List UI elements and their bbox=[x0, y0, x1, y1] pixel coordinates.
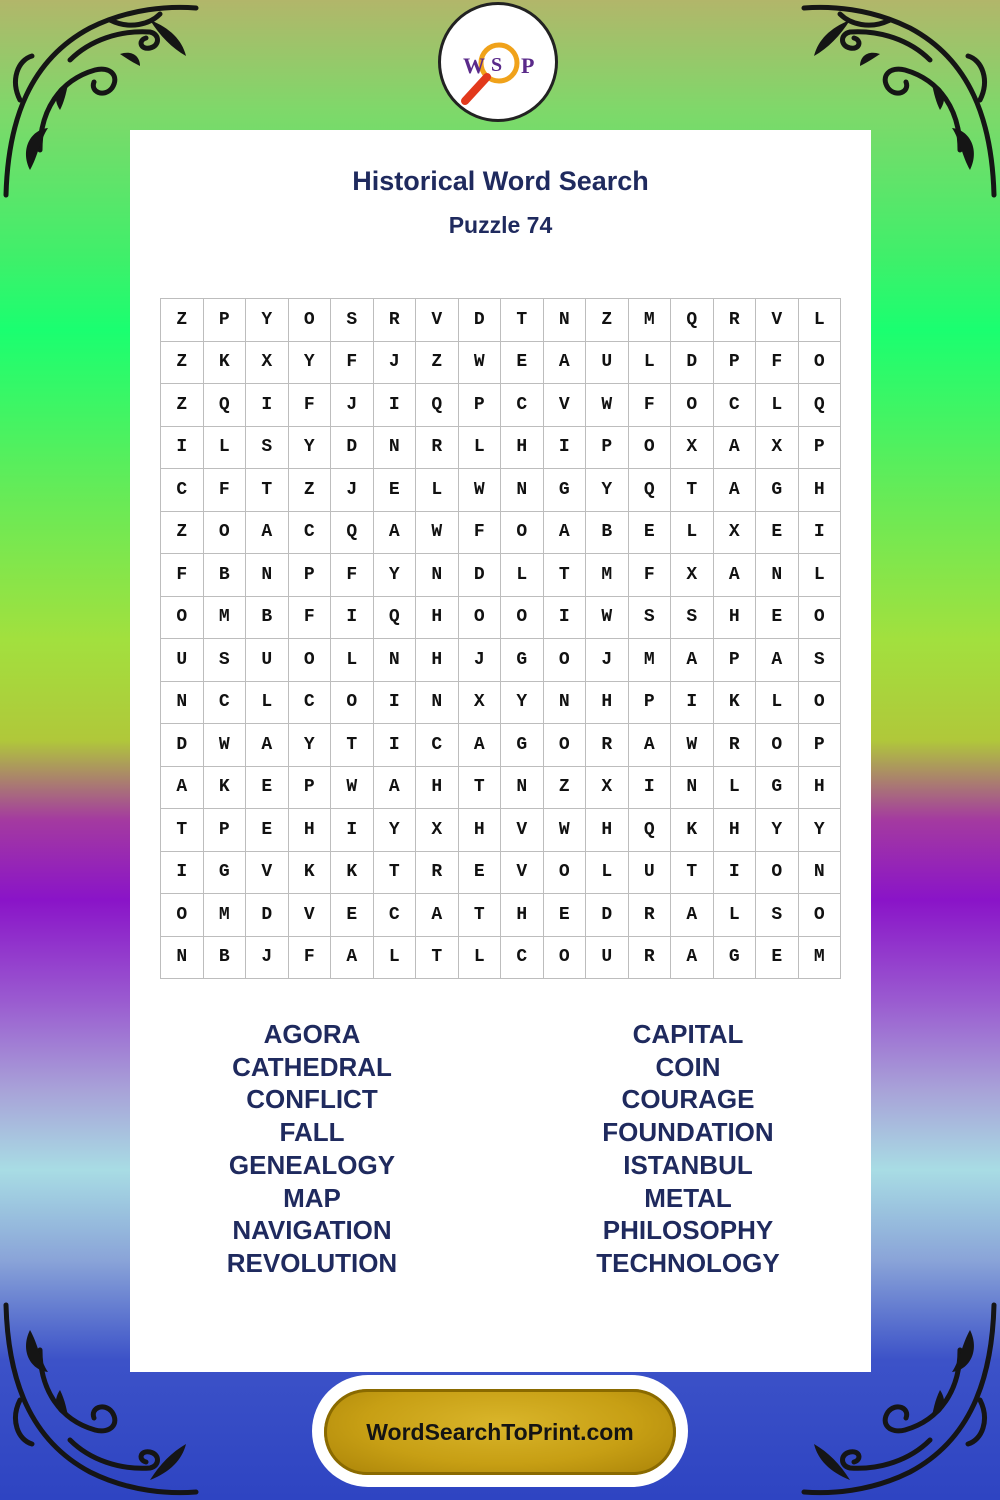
puzzle-sheet bbox=[130, 130, 871, 1372]
grid-cell[interactable]: W bbox=[586, 384, 629, 427]
grid-cell[interactable]: C bbox=[416, 724, 459, 767]
grid-cell[interactable]: U bbox=[586, 937, 629, 980]
grid-cell[interactable]: W bbox=[204, 724, 247, 767]
grid-cell[interactable]: G bbox=[204, 852, 247, 895]
grid-cell[interactable]: K bbox=[204, 767, 247, 810]
grid-cell[interactable]: S bbox=[331, 299, 374, 342]
grid-cell[interactable]: R bbox=[586, 724, 629, 767]
page-title: Historical Word Search bbox=[352, 166, 649, 196]
grid-cell[interactable]: P bbox=[586, 427, 629, 470]
footer-pill bbox=[312, 1375, 688, 1487]
grid-cell[interactable]: X bbox=[416, 809, 459, 852]
grid-cell[interactable]: W bbox=[586, 597, 629, 640]
grid-cell[interactable]: G bbox=[756, 767, 799, 810]
grid-cell[interactable]: L bbox=[671, 512, 714, 555]
grid-cell[interactable]: Q bbox=[671, 299, 714, 342]
grid-cell[interactable]: N bbox=[544, 299, 587, 342]
grid-cell[interactable]: L bbox=[756, 682, 799, 725]
grid-cell[interactable]: Z bbox=[161, 384, 204, 427]
grid-cell[interactable]: R bbox=[374, 299, 417, 342]
grid-cell[interactable]: O bbox=[671, 384, 714, 427]
grid-cell[interactable]: S bbox=[799, 639, 842, 682]
grid-cell[interactable]: P bbox=[289, 767, 332, 810]
grid-cell[interactable]: I bbox=[629, 767, 672, 810]
grid-cell[interactable]: O bbox=[799, 894, 842, 937]
grid-cell[interactable]: U bbox=[161, 639, 204, 682]
grid-cell[interactable]: G bbox=[501, 639, 544, 682]
grid-cell[interactable]: O bbox=[629, 427, 672, 470]
grid-cell[interactable]: N bbox=[671, 767, 714, 810]
grid-cell[interactable]: A bbox=[544, 342, 587, 385]
grid-cell[interactable]: I bbox=[161, 427, 204, 470]
grid-cell[interactable]: I bbox=[374, 682, 417, 725]
grid-cell[interactable]: P bbox=[204, 809, 247, 852]
grid-cell[interactable]: V bbox=[246, 852, 289, 895]
grid-cell[interactable]: L bbox=[714, 894, 757, 937]
grid-cell[interactable]: I bbox=[544, 427, 587, 470]
grid-cell[interactable]: A bbox=[671, 639, 714, 682]
grid-cell[interactable]: V bbox=[756, 299, 799, 342]
word-item: AGORA bbox=[263, 1019, 361, 1049]
grid-cell[interactable]: N bbox=[501, 767, 544, 810]
grid-cell[interactable]: P bbox=[459, 384, 502, 427]
grid-cell[interactable]: X bbox=[459, 682, 502, 725]
grid-cell[interactable]: N bbox=[501, 469, 544, 512]
grid-cell[interactable]: I bbox=[671, 682, 714, 725]
word-item: CATHEDRAL bbox=[232, 1051, 392, 1082]
grid-cell[interactable]: S bbox=[629, 597, 672, 640]
word-item: REVOLUTION bbox=[226, 1247, 398, 1278]
grid-cell[interactable]: W bbox=[459, 469, 502, 512]
grid-cell[interactable]: I bbox=[374, 724, 417, 767]
grid-cell[interactable]: E bbox=[756, 937, 799, 980]
grid-cell[interactable]: T bbox=[416, 937, 459, 980]
word-item: FOUNDATION bbox=[602, 1117, 774, 1148]
grid-cell[interactable]: C bbox=[501, 384, 544, 427]
grid-cell[interactable]: R bbox=[416, 427, 459, 470]
logo-letter-s: S bbox=[491, 54, 503, 76]
grid-cell[interactable]: F bbox=[459, 512, 502, 555]
grid-cell[interactable]: A bbox=[714, 554, 757, 597]
grid-cell[interactable]: E bbox=[459, 852, 502, 895]
grid-cell[interactable]: F bbox=[289, 937, 332, 980]
grid-cell[interactable]: Y bbox=[246, 299, 289, 342]
grid-cell[interactable]: T bbox=[459, 767, 502, 810]
grid-cell[interactable]: E bbox=[756, 512, 799, 555]
grid-cell[interactable]: U bbox=[246, 639, 289, 682]
grid-cell[interactable]: V bbox=[501, 809, 544, 852]
grid-cell[interactable]: P bbox=[629, 682, 672, 725]
word-item: CAPITAL bbox=[632, 1019, 744, 1049]
grid-cell[interactable]: I bbox=[161, 852, 204, 895]
grid-cell[interactable]: S bbox=[671, 597, 714, 640]
grid-cell[interactable]: N bbox=[799, 852, 842, 895]
grid-cell[interactable]: T bbox=[544, 554, 587, 597]
grid-cell[interactable]: M bbox=[629, 299, 672, 342]
logo-letter-w: W bbox=[463, 53, 485, 78]
grid-cell[interactable]: Y bbox=[289, 342, 332, 385]
grid-cell[interactable]: M bbox=[204, 894, 247, 937]
grid-cell[interactable]: I bbox=[544, 597, 587, 640]
grid-cell[interactable]: C bbox=[714, 384, 757, 427]
grid-cell[interactable]: Z bbox=[161, 342, 204, 385]
grid-cell[interactable]: L bbox=[459, 937, 502, 980]
grid-cell[interactable]: E bbox=[501, 342, 544, 385]
word-item: ISTANBUL bbox=[623, 1149, 753, 1180]
grid-cell[interactable]: H bbox=[416, 639, 459, 682]
word-item: METAL bbox=[644, 1182, 732, 1213]
grid-cell[interactable]: O bbox=[289, 639, 332, 682]
grid-cell[interactable]: F bbox=[161, 554, 204, 597]
grid-cell[interactable]: D bbox=[671, 342, 714, 385]
grid-cell[interactable]: O bbox=[799, 342, 842, 385]
grid-cell[interactable]: A bbox=[416, 894, 459, 937]
grid-cell[interactable]: F bbox=[629, 384, 672, 427]
grid-cell[interactable]: O bbox=[459, 597, 502, 640]
grid-cell[interactable]: A bbox=[374, 512, 417, 555]
grid-cell[interactable]: L bbox=[204, 427, 247, 470]
grid-cell[interactable]: A bbox=[714, 469, 757, 512]
grid-cell[interactable]: A bbox=[629, 724, 672, 767]
grid-cell[interactable]: O bbox=[204, 512, 247, 555]
grid-cell[interactable]: S bbox=[756, 894, 799, 937]
grid-cell[interactable]: T bbox=[501, 299, 544, 342]
grid-cell[interactable]: B bbox=[246, 597, 289, 640]
grid-cell[interactable]: I bbox=[246, 384, 289, 427]
grid-cell[interactable]: N bbox=[416, 554, 459, 597]
grid-cell[interactable]: O bbox=[161, 894, 204, 937]
grid-cell[interactable]: J bbox=[331, 469, 374, 512]
grid-cell[interactable]: A bbox=[331, 937, 374, 980]
grid-cell[interactable]: A bbox=[459, 724, 502, 767]
magnifier-icon bbox=[441, 5, 555, 119]
grid-cell[interactable]: X bbox=[246, 342, 289, 385]
letter-grid bbox=[160, 298, 841, 979]
grid-cell[interactable]: I bbox=[374, 384, 417, 427]
grid-cell[interactable]: P bbox=[714, 342, 757, 385]
grid-cell[interactable]: W bbox=[416, 512, 459, 555]
grid-cell[interactable]: H bbox=[799, 469, 842, 512]
grid-cell[interactable]: E bbox=[246, 767, 289, 810]
grid-cell[interactable]: Y bbox=[756, 809, 799, 852]
grid-cell[interactable]: O bbox=[756, 724, 799, 767]
grid-cell[interactable]: C bbox=[374, 894, 417, 937]
grid-cell[interactable]: G bbox=[714, 937, 757, 980]
word-item: TECHNOLOGY bbox=[596, 1247, 780, 1278]
grid-cell[interactable]: L bbox=[586, 852, 629, 895]
grid-cell[interactable]: N bbox=[374, 639, 417, 682]
grid-cell[interactable]: O bbox=[161, 597, 204, 640]
puzzle-number: Puzzle 74 bbox=[448, 212, 553, 238]
grid-cell[interactable]: R bbox=[416, 852, 459, 895]
grid-cell[interactable]: T bbox=[246, 469, 289, 512]
grid-cell[interactable]: C bbox=[161, 469, 204, 512]
grid-cell[interactable]: Z bbox=[416, 342, 459, 385]
grid-cell[interactable]: M bbox=[799, 937, 842, 980]
grid-cell[interactable]: I bbox=[331, 809, 374, 852]
grid-cell[interactable]: R bbox=[714, 299, 757, 342]
grid-cell[interactable]: O bbox=[544, 852, 587, 895]
grid-cell[interactable]: D bbox=[246, 894, 289, 937]
word-item: COURAGE bbox=[621, 1084, 755, 1115]
grid-cell[interactable]: B bbox=[204, 554, 247, 597]
grid-cell[interactable]: Y bbox=[289, 724, 332, 767]
grid-cell[interactable]: Z bbox=[586, 299, 629, 342]
grid-cell[interactable]: N bbox=[246, 554, 289, 597]
grid-cell[interactable]: K bbox=[671, 809, 714, 852]
grid-cell[interactable]: A bbox=[246, 512, 289, 555]
grid-cell[interactable]: C bbox=[289, 512, 332, 555]
grid-cell[interactable]: E bbox=[246, 809, 289, 852]
grid-cell[interactable]: S bbox=[246, 427, 289, 470]
grid-cell[interactable]: M bbox=[586, 554, 629, 597]
grid-cell[interactable]: W bbox=[671, 724, 714, 767]
grid-cell[interactable]: W bbox=[459, 342, 502, 385]
grid-cell[interactable]: E bbox=[374, 469, 417, 512]
grid-cell[interactable]: X bbox=[671, 427, 714, 470]
grid-cell[interactable]: K bbox=[289, 852, 332, 895]
grid-cell[interactable]: P bbox=[714, 639, 757, 682]
grid-cell[interactable]: A bbox=[756, 639, 799, 682]
grid-cell[interactable]: O bbox=[501, 512, 544, 555]
grid-cell[interactable]: P bbox=[799, 427, 842, 470]
grid-cell[interactable]: O bbox=[544, 639, 587, 682]
grid-cell[interactable]: T bbox=[671, 852, 714, 895]
grid-cell[interactable]: N bbox=[544, 682, 587, 725]
grid-cell[interactable]: V bbox=[544, 384, 587, 427]
word-item: CONFLICT bbox=[246, 1084, 378, 1115]
grid-cell[interactable]: D bbox=[331, 427, 374, 470]
grid-cell[interactable]: M bbox=[204, 597, 247, 640]
grid-cell[interactable]: P bbox=[204, 299, 247, 342]
grid-cell[interactable]: H bbox=[799, 767, 842, 810]
grid-cell[interactable]: T bbox=[161, 809, 204, 852]
grid-cell[interactable]: L bbox=[331, 639, 374, 682]
grid-cell[interactable]: N bbox=[161, 682, 204, 725]
grid-cell[interactable]: L bbox=[799, 554, 842, 597]
grid-cell[interactable]: O bbox=[799, 682, 842, 725]
grid-cell[interactable]: E bbox=[544, 894, 587, 937]
grid-cell[interactable]: O bbox=[544, 724, 587, 767]
grid-cell[interactable]: Y bbox=[501, 682, 544, 725]
grid-cell[interactable]: C bbox=[289, 682, 332, 725]
grid-cell[interactable]: Z bbox=[289, 469, 332, 512]
grid-cell[interactable]: P bbox=[289, 554, 332, 597]
grid-cell[interactable]: Z bbox=[161, 512, 204, 555]
grid-cell[interactable]: P bbox=[799, 724, 842, 767]
word-item: PHILOSOPHY bbox=[602, 1215, 774, 1246]
grid-cell[interactable]: U bbox=[629, 852, 672, 895]
grid-cell[interactable]: C bbox=[204, 682, 247, 725]
grid-cell[interactable]: O bbox=[501, 597, 544, 640]
logo-letter-p: P bbox=[521, 53, 535, 78]
grid-cell[interactable]: Q bbox=[374, 597, 417, 640]
grid-cell[interactable]: D bbox=[459, 299, 502, 342]
grid-cell[interactable]: R bbox=[714, 724, 757, 767]
grid-cell[interactable]: H bbox=[586, 682, 629, 725]
grid-cell[interactable]: E bbox=[629, 512, 672, 555]
grid-cell[interactable]: Q bbox=[331, 512, 374, 555]
grid-cell[interactable]: I bbox=[331, 597, 374, 640]
grid-cell[interactable]: G bbox=[756, 469, 799, 512]
grid-cell[interactable]: X bbox=[756, 427, 799, 470]
grid-cell[interactable]: M bbox=[629, 639, 672, 682]
grid-cell[interactable]: F bbox=[756, 342, 799, 385]
grid-cell[interactable]: H bbox=[416, 597, 459, 640]
grid-cell[interactable]: D bbox=[586, 894, 629, 937]
grid-cell[interactable]: A bbox=[246, 724, 289, 767]
word-list-left bbox=[162, 1018, 462, 1280]
grid-cell[interactable]: X bbox=[714, 512, 757, 555]
grid-cell[interactable]: E bbox=[331, 894, 374, 937]
grid-cell[interactable]: Y bbox=[289, 427, 332, 470]
grid-cell[interactable]: L bbox=[629, 342, 672, 385]
grid-cell[interactable]: N bbox=[756, 554, 799, 597]
grid-cell[interactable]: K bbox=[204, 342, 247, 385]
grid-cell[interactable]: W bbox=[544, 809, 587, 852]
grid-cell[interactable]: L bbox=[799, 299, 842, 342]
grid-cell[interactable]: B bbox=[586, 512, 629, 555]
grid-cell[interactable]: Q bbox=[799, 384, 842, 427]
word-item: FALL bbox=[279, 1117, 345, 1148]
grid-cell[interactable]: Q bbox=[416, 384, 459, 427]
grid-cell[interactable]: E bbox=[756, 597, 799, 640]
grid-cell[interactable]: R bbox=[629, 937, 672, 980]
grid-cell[interactable]: Q bbox=[629, 809, 672, 852]
website-link-button[interactable]: WordSearchToPrint.com bbox=[324, 1389, 676, 1475]
grid-cell[interactable]: L bbox=[246, 682, 289, 725]
grid-cell[interactable]: O bbox=[756, 852, 799, 895]
grid-cell[interactable]: X bbox=[586, 767, 629, 810]
grid-cell[interactable]: A bbox=[544, 512, 587, 555]
grid-cell[interactable]: H bbox=[289, 809, 332, 852]
grid-cell[interactable]: Q bbox=[204, 384, 247, 427]
grid-cell[interactable]: H bbox=[714, 809, 757, 852]
grid-cell[interactable]: L bbox=[714, 767, 757, 810]
grid-cell[interactable]: K bbox=[331, 852, 374, 895]
grid-cell[interactable]: K bbox=[714, 682, 757, 725]
grid-cell[interactable]: A bbox=[374, 767, 417, 810]
grid-cell[interactable]: T bbox=[374, 852, 417, 895]
grid-cell[interactable]: O bbox=[544, 937, 587, 980]
grid-cell[interactable]: Y bbox=[586, 469, 629, 512]
grid-cell[interactable]: H bbox=[501, 894, 544, 937]
grid-cell[interactable]: N bbox=[416, 682, 459, 725]
word-item: NAVIGATION bbox=[232, 1215, 392, 1246]
grid-cell[interactable]: A bbox=[161, 767, 204, 810]
grid-cell[interactable]: H bbox=[586, 809, 629, 852]
grid-cell[interactable]: T bbox=[331, 724, 374, 767]
grid-cell[interactable]: A bbox=[714, 427, 757, 470]
grid-cell[interactable]: H bbox=[501, 427, 544, 470]
word-item: MAP bbox=[283, 1182, 341, 1213]
grid-cell[interactable]: L bbox=[501, 554, 544, 597]
grid-cell[interactable]: L bbox=[756, 384, 799, 427]
grid-cell[interactable]: T bbox=[459, 894, 502, 937]
grid-cell[interactable]: H bbox=[416, 767, 459, 810]
grid-cell[interactable]: C bbox=[501, 937, 544, 980]
grid-cell[interactable]: F bbox=[629, 554, 672, 597]
grid-cell[interactable]: J bbox=[374, 342, 417, 385]
grid-cell[interactable]: J bbox=[586, 639, 629, 682]
grid-cell[interactable]: N bbox=[374, 427, 417, 470]
grid-cell[interactable]: Y bbox=[799, 809, 842, 852]
grid-cell[interactable]: F bbox=[204, 469, 247, 512]
grid-cell[interactable]: F bbox=[331, 554, 374, 597]
grid-cell[interactable]: G bbox=[501, 724, 544, 767]
wsp-logo[interactable] bbox=[438, 2, 558, 122]
grid-cell[interactable]: A bbox=[671, 894, 714, 937]
grid-cell[interactable]: F bbox=[289, 384, 332, 427]
grid-cell[interactable]: V bbox=[289, 894, 332, 937]
grid-cell[interactable]: F bbox=[331, 342, 374, 385]
grid-cell[interactable]: O bbox=[331, 682, 374, 725]
grid-cell[interactable]: H bbox=[459, 809, 502, 852]
grid-cell[interactable]: J bbox=[331, 384, 374, 427]
word-item: COIN bbox=[655, 1051, 721, 1082]
grid-cell[interactable]: W bbox=[331, 767, 374, 810]
grid-cell[interactable]: A bbox=[671, 937, 714, 980]
grid-cell[interactable]: L bbox=[459, 427, 502, 470]
grid-cell[interactable]: O bbox=[799, 597, 842, 640]
grid-cell[interactable]: I bbox=[799, 512, 842, 555]
grid-cell[interactable]: D bbox=[161, 724, 204, 767]
grid-cell[interactable]: Y bbox=[374, 809, 417, 852]
grid-cell[interactable]: Z bbox=[544, 767, 587, 810]
grid-cell[interactable]: T bbox=[671, 469, 714, 512]
grid-cell[interactable]: Q bbox=[629, 469, 672, 512]
grid-cell[interactable]: V bbox=[416, 299, 459, 342]
grid-cell[interactable]: V bbox=[501, 852, 544, 895]
grid-cell[interactable]: L bbox=[416, 469, 459, 512]
grid-cell[interactable]: J bbox=[246, 937, 289, 980]
grid-cell[interactable]: H bbox=[714, 597, 757, 640]
grid-cell[interactable]: Y bbox=[374, 554, 417, 597]
word-list-right bbox=[538, 1018, 838, 1280]
grid-cell[interactable]: J bbox=[459, 639, 502, 682]
grid-cell[interactable]: B bbox=[204, 937, 247, 980]
grid-cell[interactable]: U bbox=[586, 342, 629, 385]
grid-cell[interactable]: F bbox=[289, 597, 332, 640]
grid-cell[interactable]: S bbox=[204, 639, 247, 682]
grid-cell[interactable]: I bbox=[714, 852, 757, 895]
grid-cell[interactable]: R bbox=[629, 894, 672, 937]
grid-cell[interactable]: G bbox=[544, 469, 587, 512]
grid-cell[interactable]: N bbox=[161, 937, 204, 980]
grid-cell[interactable]: X bbox=[671, 554, 714, 597]
grid-cell[interactable]: Z bbox=[161, 299, 204, 342]
grid-cell[interactable]: L bbox=[374, 937, 417, 980]
grid-cell[interactable]: D bbox=[459, 554, 502, 597]
word-item: GENEALOGY bbox=[228, 1149, 396, 1180]
grid-cell[interactable]: O bbox=[289, 299, 332, 342]
